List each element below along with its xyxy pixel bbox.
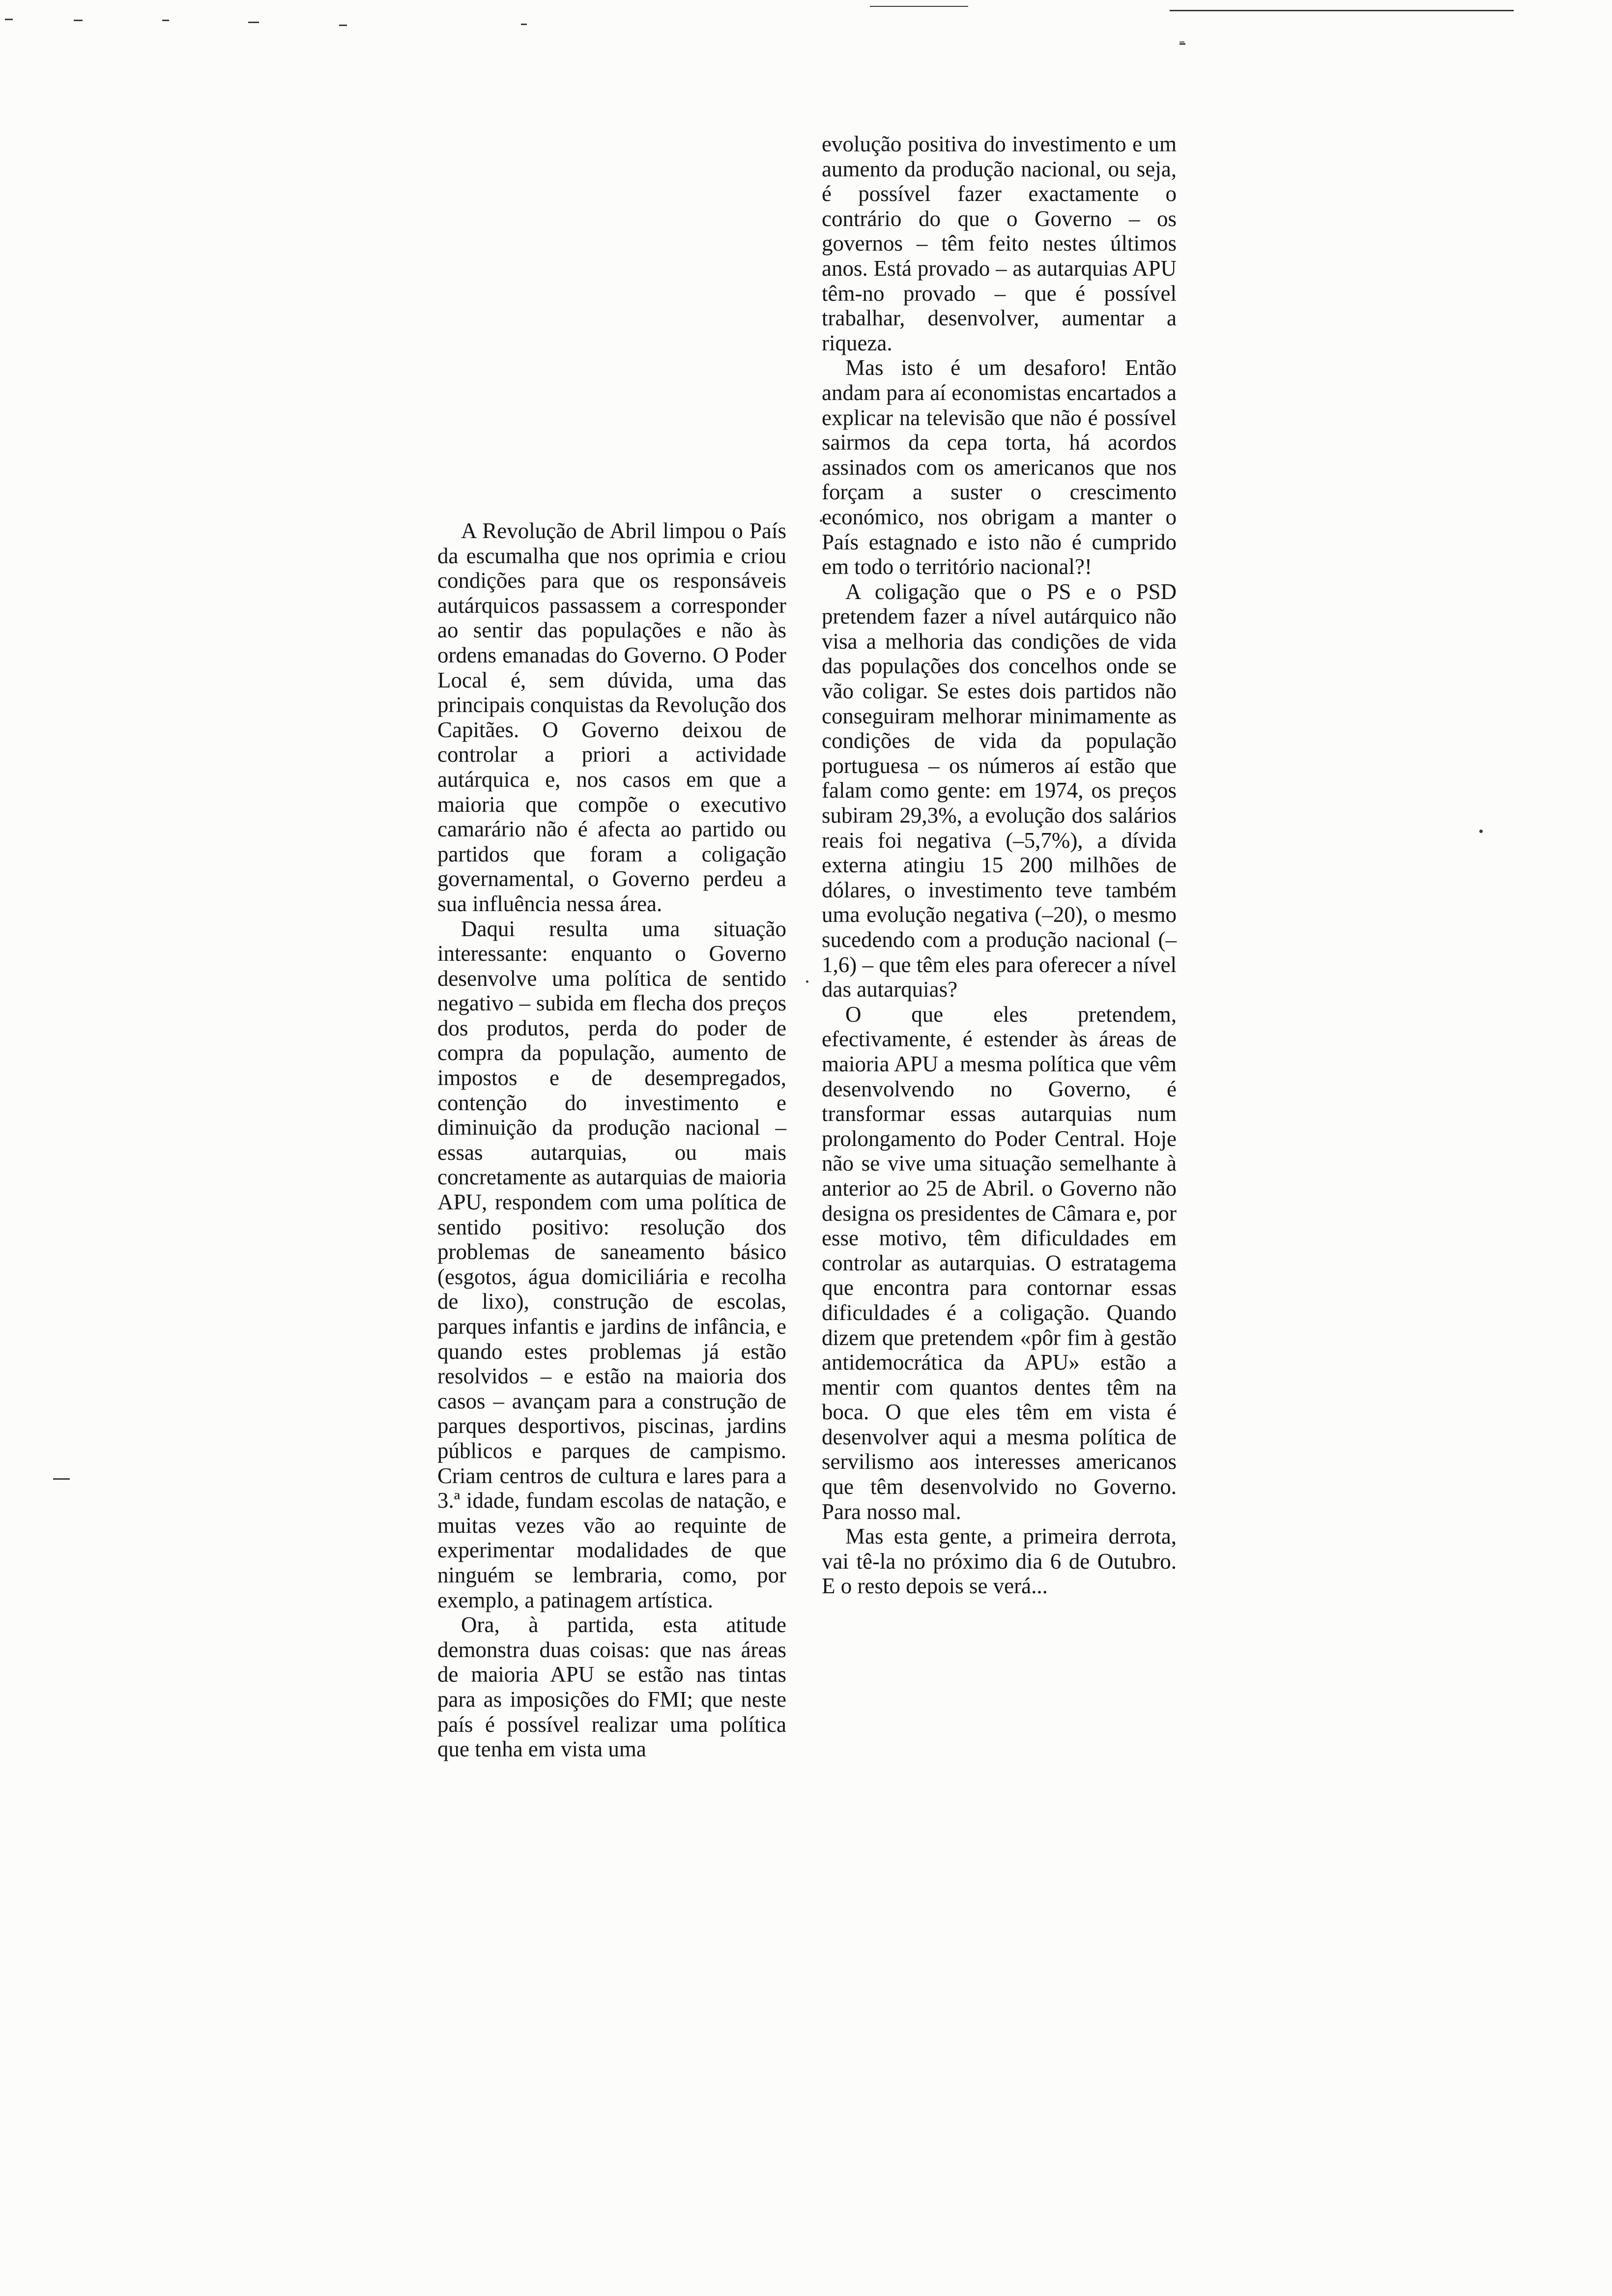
scan-speck	[806, 980, 808, 983]
scan-mark	[521, 24, 527, 25]
article-column-left	[437, 518, 786, 1762]
paragraph: Ora, à partida, esta atitude demonstra duas coisas: que nas áreas de maioria APU se estão nas tintas para as imposições do FMI; que neste país é possível realizar uma política que tenha em vista uma	[437, 1612, 786, 1762]
scan-mark	[1180, 41, 1184, 43]
paragraph: A Revolução de Abril limpou o País da escumalha que nos oprimia e criou condições para que os responsáveis autárquicos passassem a corresponder ao sentir das populações e não às ordens emanadas do Governo. O Poder Local é, sem dúvida, uma das principais conquistas da Revolução dos Capitães. O Governo deixou de controlar a priori a actividade autárquica e, nos casos em que a maioria que compõe o executivo camarário não é afecta ao partido ou partidos que foram a coligação governamental, o Governo perdeu a sua influência nessa área.	[437, 518, 786, 916]
paragraph: O que eles pretendem, efectivamente, é estender às áreas de maioria APU a mesma política que vêm desenvolvendo no Governo, é transformar essas autarquias num prolongamento do Poder Central. Hoje não se vive uma situação semelhante à anterior ao 25 de Abril. o Governo não designa os presidentes de Câmara e, por esse motivo, têm dificuldades em controlar as autarquias. O estratagema que encontra para contornar essas dificuldades é a coligação. Quando dizem que pretendem «pôr fim à gestão antidemocrática da APU» estão a mentir com quantos dentes têm na boca. O que eles têm em vista é desenvolver aqui a mesma política de servilismo aos interesses americanos que têm desenvolvido no Governo. Para nosso mal.	[822, 1002, 1177, 1524]
paragraph: Daqui resulta uma situação interessante: enquanto o Governo desenvolve uma política de sentido negativo – subida em flecha dos preços dos produtos, perda do poder de compra da população, aumento de impostos e de desempregados, contenção do investimento e diminuição da produção nacional – essas autarquias, ou mais concretamente as autarquias de maioria APU, respondem com uma política de sentido positivo: resolução dos problemas de saneamento básico (esgotos, água domiciliária e recolha de lixo), construção de escolas, parques infantis e jardins de infância, e quando estes problemas já estão resolvidos – e estão na maioria dos casos – avançam para a construção de parques desportivos, piscinas, jardins públicos e parques de campismo. Criam centros de cultura e lares para a 3.ª idade, fundam escolas de natação, e muitas vezes vão ao requinte de experimentar modalidades de que ninguém se lembraria, como, por exemplo, a patinagem artística.	[437, 916, 786, 1612]
paragraph: evolução positiva do investimento e um aumento da produção nacional, ou seja, é possível fazer exactamente o contrário do que o Governo – os governos – têm feito nestes últimos anos. Está provado – as autarquias APU têm-no provado – que é possível trabalhar, desenvolver, aumentar a riqueza.	[822, 132, 1177, 355]
article-column-right	[822, 132, 1177, 1599]
scan-mark	[53, 1478, 70, 1480]
scan-mark	[870, 6, 968, 7]
scan-mark	[1180, 43, 1185, 45]
scan-mark	[1170, 10, 1514, 11]
paragraph: Mas isto é um desaforo! Então andam para aí economistas encartados a explicar na televisão que não é possível sairmos da cepa torta, há acordos assinados com os americanos que nos forçam a suster o crescimento económico, nos obrigam a manter o País estagnado e isto não é cumprido em todo o território nacional?!	[822, 355, 1177, 579]
scan-mark	[248, 22, 259, 23]
paragraph: A coligação que o PS e o PSD pretendem fazer a nível autárquico não visa a melhoria das condições de vida das populações dos concelhos onde se vão coligar. Se estes dois partidos não conseguiram melhorar minimamente as condições de vida da população portuguesa – os números aí estão que falam como gente: em 1974, os preços subiram 29,3%, a evolução dos salários reais foi negativa (–5,7%), a dívida externa atingiu 15 200 milhões de dólares, o investimento teve também uma evolução negativa (–20), o mesmo sucedendo com a produção nacional (–1,6) – que têm eles para oferecer a nível das autarquias?	[822, 579, 1177, 1002]
scan-mark	[5, 19, 13, 20]
scan-mark	[74, 20, 83, 21]
scan-mark	[162, 20, 169, 21]
paragraph: Mas esta gente, a primeira derrota, vai tê-la no próximo dia 6 de Outubro. E o resto depois se verá...	[822, 1524, 1177, 1599]
scan-mark	[339, 25, 347, 26]
scan-speck	[1479, 830, 1483, 833]
